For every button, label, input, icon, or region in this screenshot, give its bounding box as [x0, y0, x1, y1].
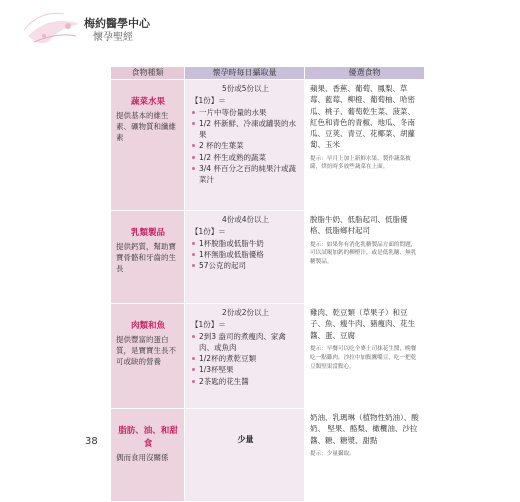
preferred-foods: 奶油、乳瑪琳（植物性奶油）、酸奶、 堅果、酪梨、橄欖油、沙拉醬、糖、糖漿、甜點 — [310, 413, 419, 445]
serving-amount: 4份或4份以上 — [221, 215, 270, 224]
list-item: 2茶匙的花生醬 — [191, 376, 300, 387]
serving-amount: 2份或2份以上 — [221, 308, 270, 317]
serving-list — [191, 238, 300, 272]
serving-definition: 【1份】＝ — [191, 320, 226, 330]
serving-cell — [185, 304, 305, 409]
serving-definition: 【1份】＝ — [191, 96, 226, 106]
list-item: 1/2 杯生或熟的蔬菜 — [191, 152, 300, 163]
serving-list — [191, 107, 300, 186]
list-item: 1/2 杯新鮮、冷凍或罐裝的水果 — [191, 118, 300, 141]
serving-list — [191, 331, 300, 387]
list-item: 2到3 盎司的煮瘦肉、家禽肉、或魚肉 — [191, 331, 300, 354]
food-guide-table — [110, 66, 425, 502]
preferred-cell — [305, 80, 425, 211]
category-cell — [111, 304, 185, 409]
category-description: 提供鈣質，幫助寶寶骨骼和牙齒的生長 — [116, 241, 176, 274]
category-description: 提供豐富的蛋白質，是寶寶生長不可或缺的營養 — [116, 334, 176, 367]
book-subtitle: 懷孕聖經 — [93, 32, 133, 43]
preferred-foods: 雞肉、乾豆類（草果子）和豆子、魚、瘦牛肉、豬瘦肉、花生醬、蛋、豆腐 — [310, 308, 415, 340]
table-row — [111, 211, 425, 304]
list-item: 一片中等份量的水果 — [191, 107, 300, 118]
serving-amount: 5份或5份以上 — [221, 84, 270, 93]
preferred-cell — [305, 211, 425, 304]
list-item: 1杯脫脂或低脂牛奶 — [191, 238, 300, 249]
category-name: 蔬菜水果 — [130, 97, 165, 107]
column-header: 食物種類 — [111, 67, 185, 80]
column-header: 優選食物 — [305, 67, 425, 80]
table-header-row — [111, 67, 425, 80]
category-description: 提供基本的維生素、礦物質和纖維素 — [116, 110, 176, 143]
list-item: 1/2杯的煮乾豆類 — [191, 353, 300, 364]
list-item: 1杯無脂或低脂優格 — [191, 249, 300, 260]
book-title: 梅約醫學中心 — [84, 17, 150, 30]
category-cell — [111, 80, 185, 211]
category-name: 乳類製品 — [130, 228, 165, 238]
list-item: 2 杯的生葉菜 — [191, 140, 300, 151]
tip-text: 提示：如果你有消化乳糖製品方面的問題，可以試喝加鈣的柳橙汁，或是低乳糖、無乳糖製品。 — [310, 241, 417, 266]
page-header — [0, 0, 520, 60]
serving-cell — [185, 211, 305, 304]
tip-text: 提示：早餐可以吃全麥土司抹花生醬，晚餐吃一點雞肉，沙拉中加點鷹嘴豆，吃一把乾豆類堅果當點心。 — [310, 345, 417, 370]
preferred-cell — [305, 304, 425, 409]
serving-cell — [185, 409, 305, 502]
category-name: 脂肪、油、和甜食 — [118, 426, 178, 449]
category-description: 偶而食用沒關係 — [116, 452, 169, 462]
serving-amount: 少量 — [237, 435, 254, 444]
list-item: 1/3杯堅果 — [191, 364, 300, 375]
serving-cell — [185, 80, 305, 211]
serving-definition: 【1份】＝ — [191, 227, 226, 237]
list-item: 57公克的起司 — [191, 260, 300, 271]
page-number: 38 — [85, 436, 98, 447]
preferred-foods: 脫脂牛奶、低脂起司、低脂優格、低脂鄉村起司 — [310, 215, 408, 236]
table-row — [111, 409, 425, 502]
table-row — [111, 80, 425, 211]
preferred-foods: 蘋果、香蕉、葡萄、鳳梨、草莓、藍莓、柳橙、葡萄柚、哈密瓜、桃子、葡萄乾生菜、菠菜、紅色和青色的青椒、地瓜、冬南瓜、豆荚、青豆、花椰菜、胡蘿蔔、玉米 — [310, 84, 415, 150]
category-cell — [111, 211, 185, 304]
category-name: 肉類和魚 — [130, 321, 165, 331]
column-header: 懷孕時每日攝取量 — [185, 67, 305, 80]
table-row — [111, 304, 425, 409]
tip-text: 提示：早月上加上新鮮水果、製作蔬菜披薩，烘焙時多放些蔬菜在上面。 — [310, 155, 411, 171]
category-cell — [111, 409, 185, 502]
list-item: 3/4 杯百分之百的純果汁或蔬菜汁 — [191, 163, 300, 186]
tip-text: 提示：少量攝取。 — [310, 450, 355, 457]
preferred-cell — [305, 409, 425, 502]
